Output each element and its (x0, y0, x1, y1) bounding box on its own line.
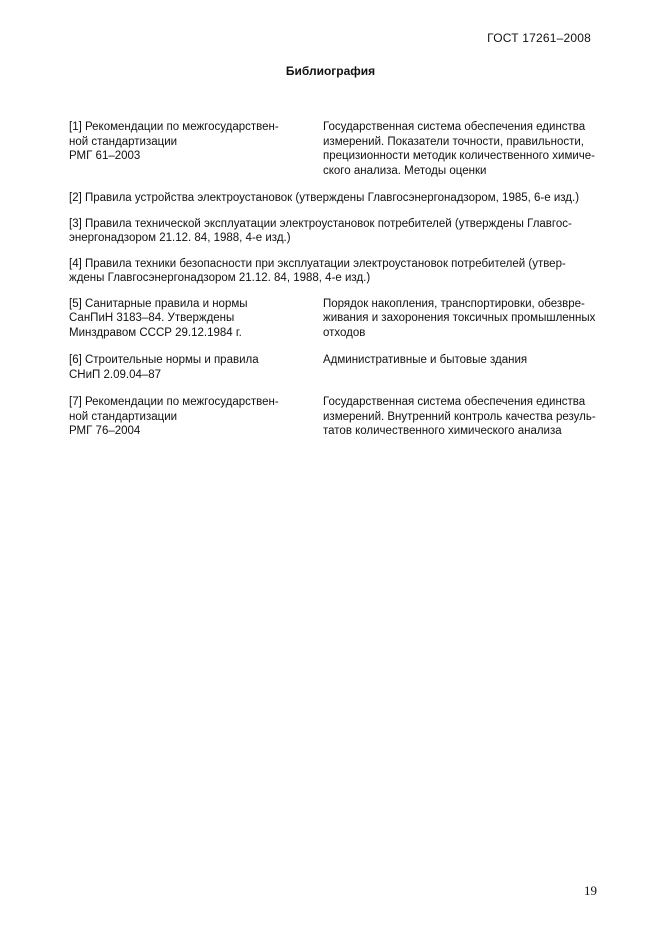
entry-description (323, 297, 619, 341)
bibliography-entry-3 (69, 217, 619, 246)
entry-reference-line: [1] Рекомендации по межгосударствен- (69, 121, 279, 133)
entry-reference (69, 297, 323, 341)
page-number: 19 (584, 883, 597, 898)
entry-line: [3] Правила технической эксплуатации электроустановок потребителей (утверждены Главгос- (69, 217, 572, 230)
bibliography-entry-7 (69, 395, 619, 439)
entry-reference-line: ной стандартизации (69, 135, 178, 148)
entry-line: энергонадзором 21.12. 84, 1988, 4-е изд.) (69, 232, 291, 244)
entry-reference-line: РМГ 76–2004 (69, 425, 141, 437)
entry-description-line: живания и захоронения токсичных промышленных (323, 312, 596, 324)
entry-description-line: Административные и бытовые здания (323, 354, 528, 366)
entry-reference-line: [5] Санитарные правила и нормы (69, 297, 248, 310)
entry-description-line: отходов (323, 326, 366, 339)
entry-line: ждены Главгосэнергонадзором 21.12. 84, 1988, 4-е изд.) (69, 272, 371, 284)
entry-description-line: Государственная система обеспечения единства (323, 121, 586, 133)
entry-description-line: ского анализа. Методы оценки (323, 164, 487, 177)
entry-reference-line: РМГ 61–2003 (69, 150, 141, 162)
bibliography-entry-1 (69, 120, 619, 178)
entry-reference-line: ной стандартизации (69, 410, 178, 423)
bibliography-entry-2 (69, 191, 619, 206)
bibliography-entry-6 (69, 353, 619, 382)
entry-description-line: измерений. Показатели точности, правильности, (323, 135, 584, 148)
entry-line: [4] Правила техники безопасности при эксплуатации электроустановок потребителей (утвер- (69, 257, 566, 270)
document-code: ГОСТ 17261–2008 (487, 31, 591, 45)
entry-description-line: Порядок накопления, транспортировки, обезвре- (323, 297, 585, 310)
entry-reference (69, 120, 323, 178)
entry-reference-line: СанПиН 3183–84. Утверждены (69, 312, 235, 324)
entry-reference-line: СНиП 2.09.04–87 (69, 368, 162, 381)
entry-description (323, 353, 619, 382)
bibliography-list (69, 120, 619, 439)
entry-description-line: измерений. Внутренний контроль качества резуль- (323, 410, 596, 423)
entry-description-line: прецизионности методик количественного химиче- (323, 150, 595, 162)
entry-reference-line: Минздравом СССР 29.12.1984 г. (69, 326, 242, 339)
entry-reference (69, 395, 323, 439)
entry-description (323, 120, 619, 178)
entry-description-line: Государственная система обеспечения единства (323, 396, 586, 408)
entry-reference-line: [6] Строительные нормы и правила (69, 354, 259, 366)
bibliography-entry-5 (69, 297, 619, 341)
entry-reference-line: [7] Рекомендации по межгосударствен- (69, 396, 279, 408)
entry-reference (69, 353, 323, 382)
entry-description-line: татов количественного химического анализа (323, 425, 562, 437)
entry-line: [2] Правила устройства электроустановок (утверждены Главгосэнергонадзором, 1985, 6-е изд.) (69, 192, 580, 204)
bibliography-entry-4 (69, 257, 619, 286)
page-title: Библиография (285, 64, 376, 78)
entry-description (323, 395, 619, 439)
